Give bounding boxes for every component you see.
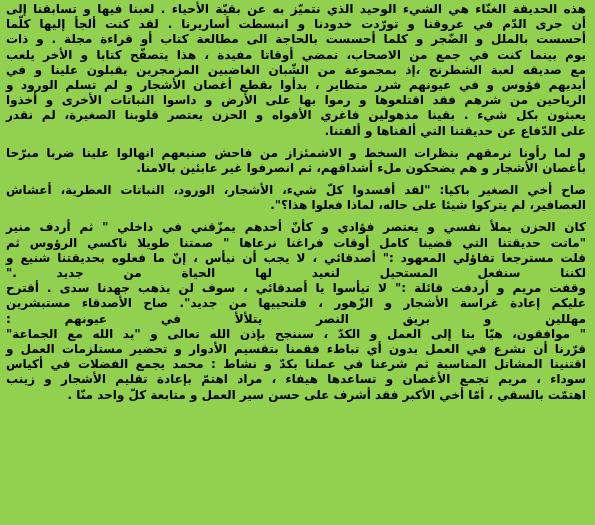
text-line: عليكم إعادة غراسة الأشجار و الزّهور ، فلنحييها من جديد". صاح الأصدقاء مستبشرين: [6, 296, 586, 311]
paragraph: [6, 2, 586, 139]
text-line: العصافير، لم يتركوا شيئا على حاله، لماذا فعلوا هذا؟".: [270, 198, 586, 213]
text-line: أيديهم فؤوس و في عيونهم شرر متطاير ، بدأوا بقطع أغصان الأشجار و لم تسلم الورود و: [6, 77, 586, 92]
text-line: مع صديقه لعبة الشطرنج ،إذ بمجموعة من الشّبان الغاضبين المزمجرين يقبلون علينا و في: [6, 62, 586, 77]
text-line: يوم بينما كنت في جمع من الاصحاب، نمضي أوقاتا مفيدة ، هذا يتصفّح كتابا و الأخر يلعب: [6, 47, 586, 62]
text-line: صاح أخي الصغير باكيا: "لقد أفسدوا كلّ شيء، الأشجار، الورود، النباتات العطرية، أعشاش: [6, 183, 586, 198]
paragraph: [6, 146, 586, 176]
text-line: قلت مسترجعا تفاؤلي المعهود :" أصدقائي ، لا يجب أن نيأس ، إنّ ما فعلوه بحديقتنا شنيع و: [6, 250, 586, 265]
text-line: و لما رأونا نرمقهم بنظرات السخط و الاشمئزاز من فاحش صنيعهم انهالوا علينا ضربا مبرّحا: [6, 145, 586, 160]
text-line: لكننا سنفعل المستحيل لنعيد لها الحياة من جديد .": [6, 266, 586, 280]
paragraph: [6, 183, 586, 213]
text-line: على الدّفاع عن حديقتنا التي ألفناها و ألفتنا.: [324, 123, 586, 138]
text-line: كان الحزن يملأ نفسي و يعتصر فؤادي و كأنّ أحدهم يمزّقني في داخلي " ثم أردف منير: [6, 220, 586, 235]
text-line: مهللين و بريق النصر يتلألأ في عيونهم :: [6, 311, 586, 326]
text-line: هذه الحديقة الغنّاء هي الشيء الوحيد الذي نتميّز به عن بقيّة الأحياء . لعبنا فيها و تسابقنا إلى: [6, 2, 586, 16]
paragraph-gap: [6, 176, 586, 183]
paragraph: [6, 220, 586, 402]
text-line: "ماتت حديقتنا التي قضينا كامل أوقات فراغنا نرعاها " صمتنا طويلا ناكسي الرؤوس ثم: [6, 235, 586, 250]
text-line: بأغصان الأشجار و هم يضحكون ملء أشداقهم، ثم انصرفوا غير عابئين بالامنا.: [136, 160, 586, 175]
text-line: قرّرنا أن نشرع في العمل بدون أي تباطء فقمنا بتقسيم الأدوار و تحضير مستلزمات العمل و: [6, 341, 586, 356]
story-text: [6, 2, 586, 403]
text-line: أحسست بالملل و الضّجر و كلما أحسست بالحاجة الى مطالعة كتاب أو قراءة مجلة . و ذات: [6, 32, 586, 47]
paragraph-gap: [6, 139, 586, 146]
text-line: وقفت مريم و أردفت قائلة :" لا تيأسوا يا أصدقائي ، سوف لن يذهب جهدنا سدى . أقترح: [6, 281, 586, 296]
text-line: سوداء ، مريم تجمع الأغصان و تساعدها هيفاء ، مراد اهتمّ بإعادة تقليم الأشجار و زينب: [6, 372, 586, 387]
text-line: أن جرى الدّم في عروقنا و تورّدت خدودنا و انبسطت أساريرنا . لقد كنت ألجأ إليها كلّما: [6, 17, 586, 32]
text-line: " موافقون، هيّا بنا إلى العمل و الكدّ ، سننجح بإذن الله تعالى و "يد الله مع الجماعة": [6, 326, 586, 341]
text-line: يعبثون بكل شيء . بقينا مذهولين فاغري الأفواه و الحزن يعتصر قلوبنا الصغيرة، لم نقدر: [6, 108, 586, 123]
text-line: الرياحين من شرهم فقد اقتلعوها و رموا بها على الأرض و داسوا النباتات الأخرى و أخذوا: [6, 93, 586, 108]
text-line: اقتنينا المشاتل المناسبة ثم شرعنا في عملنا بكدّ و نشاط : محمد يجمع الفضلات في أكياس: [6, 357, 586, 372]
text-line: اهتمّت بالسقي ، أمّا أخي الأكبر فقد أشرف على حسن سير العمل و متابعة كلّ واحد منّا .: [67, 387, 586, 402]
